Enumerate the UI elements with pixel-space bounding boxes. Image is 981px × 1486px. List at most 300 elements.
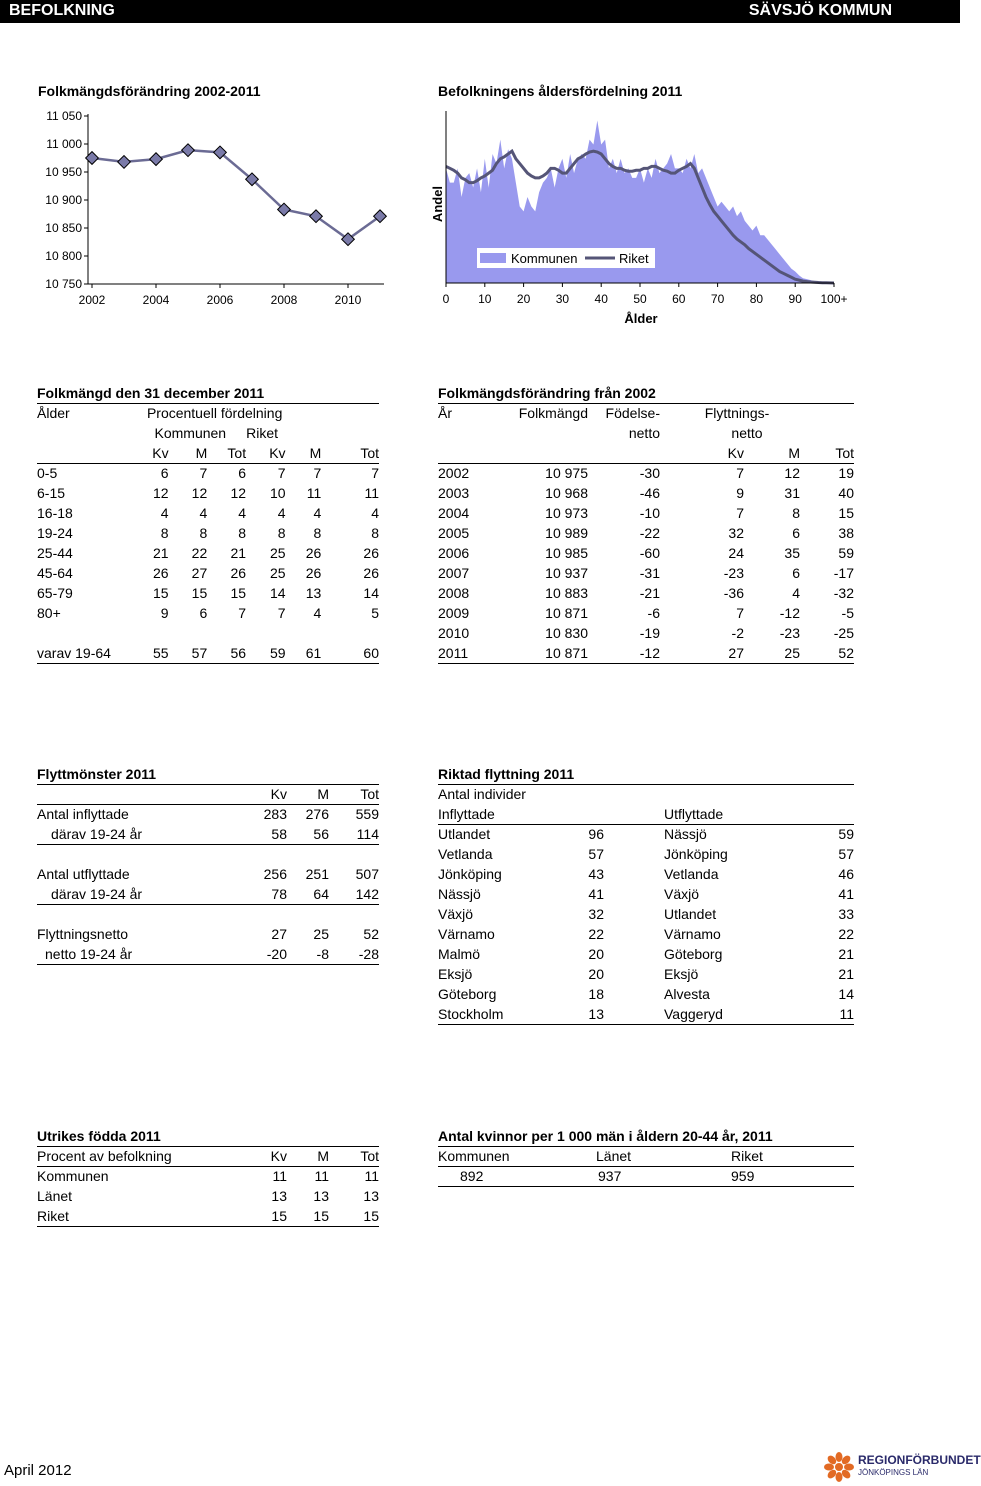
table-cell: 8 — [313, 525, 322, 541]
col-header: M — [287, 784, 329, 804]
table-cell: -6 — [647, 605, 660, 621]
directed-migration-subtitle: Antal individer — [438, 786, 526, 803]
row-label: 45-64 — [37, 565, 73, 581]
table-cell: 959 — [708, 1166, 854, 1186]
table-cell: 26 — [305, 545, 322, 561]
table-cell: -23 — [779, 625, 800, 641]
table-cell: 13 — [305, 585, 322, 601]
table-cell: 21 — [153, 545, 169, 561]
table-cell: 2003 — [438, 485, 470, 501]
place-out: Växjö — [664, 886, 700, 902]
table-cell: 25 — [744, 643, 800, 663]
table-cell: -22 — [639, 525, 660, 541]
y-tick-label: 10 750 — [45, 277, 82, 291]
table-cell: 892 — [438, 1166, 573, 1186]
line-chart — [30, 106, 390, 316]
table-cell: 56 — [207, 643, 246, 663]
table-cell: 12 — [784, 465, 800, 482]
table-cell: 7 — [313, 465, 322, 482]
table-cell: 10 — [269, 485, 286, 501]
table-cell: 2009 — [438, 605, 470, 621]
table-row — [438, 483, 854, 503]
x-tick-label: 70 — [710, 292, 725, 306]
migration-table — [37, 764, 379, 965]
table-cell: 38 — [838, 525, 854, 541]
table-cell: 8 — [160, 525, 169, 541]
data-point — [182, 144, 195, 157]
x-tick-label: 20 — [516, 292, 531, 306]
table-cell: 15 — [838, 505, 854, 521]
x-tick-label: 2002 — [78, 293, 106, 307]
table-cell: 52 — [800, 643, 854, 663]
y-tick-label: 11 050 — [46, 109, 82, 123]
table-row — [37, 523, 379, 543]
x-tick-label: 2008 — [270, 293, 298, 307]
place-in: Värnamo — [438, 926, 495, 942]
table-cell: 15 — [230, 585, 247, 601]
table-row — [438, 543, 854, 563]
col-header: M — [286, 443, 322, 463]
table-cell: 10 975 — [545, 465, 588, 482]
table-cell: 22 — [838, 926, 854, 942]
table-cell: 2007 — [438, 565, 470, 581]
place-out: Göteborg — [664, 946, 723, 962]
table-cell: -60 — [639, 545, 660, 561]
table-cell: 10 985 — [545, 545, 588, 561]
table-cell: 283 — [263, 806, 287, 823]
table-cell: 256 — [263, 866, 287, 882]
col-header: Länet — [573, 1146, 708, 1166]
col-header: Tot — [321, 443, 379, 463]
place-in: Eksjö — [438, 966, 473, 982]
spacer-cell — [604, 924, 664, 944]
table-row — [37, 1206, 379, 1226]
col-header: Kv — [246, 443, 285, 463]
table-cell: 32 — [728, 525, 744, 541]
y-tick-label: 10 950 — [45, 165, 82, 179]
table-cell: 59 — [838, 545, 854, 561]
row-label: 0-5 — [37, 465, 58, 482]
table-cell: 2004 — [438, 505, 470, 521]
header-section: BEFOLKNING — [9, 2, 115, 19]
y-tick-label: 10 800 — [45, 249, 82, 263]
table-row — [438, 503, 854, 523]
table-cell: 114 — [329, 824, 379, 844]
spacer-cell — [604, 964, 664, 984]
table-cell: 41 — [838, 886, 854, 902]
col-header: Tot — [329, 784, 379, 804]
col-flyttnings: Flyttnings- — [704, 405, 770, 422]
table-cell: 10 871 — [545, 605, 588, 621]
place-out: Vetlanda — [664, 866, 719, 882]
table-cell: 6 — [238, 465, 247, 482]
table-cell: -17 — [833, 565, 854, 581]
table-cell: 15 — [329, 1206, 379, 1226]
table-cell: 7 — [736, 465, 744, 482]
women-ratio-table — [438, 1126, 854, 1187]
footer-date: April 2012 — [4, 1462, 72, 1479]
table-cell: -8 — [287, 944, 329, 964]
table-cell: 20 — [588, 946, 604, 962]
table-cell: 59 — [838, 826, 854, 843]
table-cell: -46 — [639, 485, 660, 501]
table-row — [438, 864, 854, 884]
table-cell: -20 — [237, 944, 287, 964]
foreign-born-title: Utrikes födda 2011 — [37, 1126, 379, 1146]
table-cell: 11 — [364, 1168, 379, 1185]
table-cell: 14 — [269, 585, 286, 601]
table-cell: -12 — [779, 605, 800, 621]
table-row — [438, 583, 854, 603]
table-cell: 52 — [363, 926, 379, 942]
place-out: Utlandet — [664, 906, 717, 922]
row-label: 80+ — [37, 605, 61, 621]
varav-label: varav 19-64 — [37, 643, 111, 663]
table-cell: -28 — [329, 944, 379, 964]
spacer-cell — [604, 824, 664, 844]
table-row — [438, 884, 854, 904]
spacer-cell — [604, 944, 664, 964]
logo-subtext: JÖNKÖPINGS LÄN — [858, 1468, 929, 1477]
row-label: 25-44 — [37, 545, 73, 561]
x-tick-label: 40 — [594, 292, 608, 306]
table-cell: 61 — [286, 643, 322, 663]
table-cell: 15 — [237, 1206, 287, 1226]
x-tick-label: 2010 — [334, 293, 362, 307]
table-row — [438, 563, 854, 583]
place-in: Jönköping — [438, 866, 502, 882]
table-cell: 57 — [838, 846, 854, 862]
table-cell: 21 — [838, 966, 854, 982]
table-row — [438, 523, 854, 543]
table-cell: 937 — [573, 1166, 708, 1186]
table-cell: 13 — [538, 1004, 604, 1024]
table-cell: 64 — [287, 884, 329, 904]
x-axis-label: Ålder — [624, 311, 658, 326]
table-row — [438, 603, 854, 623]
x-tick-label: 100+ — [820, 292, 848, 306]
table-cell: 7 — [238, 605, 247, 621]
table-row — [438, 984, 854, 1004]
table-row — [37, 583, 379, 603]
table-cell: 26 — [305, 565, 322, 581]
table-cell: 22 — [588, 926, 604, 942]
table-cell: 27 — [191, 565, 208, 581]
table-cell: 56 — [287, 824, 329, 844]
table-row — [37, 1166, 379, 1186]
table-cell: 11 — [306, 485, 322, 501]
table-row — [37, 503, 379, 523]
table-cell: 6 — [792, 565, 800, 581]
col-header: Tot — [207, 443, 246, 463]
x-tick-label: 30 — [555, 292, 570, 306]
legend-label-kommunen: Kommunen — [511, 251, 578, 266]
x-tick-label: 2004 — [142, 293, 170, 307]
table-cell: 14 — [363, 585, 379, 601]
table-cell: 78 — [237, 884, 287, 904]
population-table-title: Folkmängd den 31 december 2011 — [37, 383, 379, 403]
table-cell: -19 — [639, 625, 660, 641]
table-cell: 2010 — [438, 625, 470, 641]
place-out: Jönköping — [664, 846, 728, 862]
table-cell: 10 968 — [545, 485, 588, 501]
y-tick-label: 11 000 — [46, 137, 82, 151]
row-label: netto 19-24 år — [37, 944, 237, 964]
place-out: Eksjö — [664, 966, 699, 982]
data-point — [118, 156, 131, 169]
place-out: Alvesta — [664, 986, 710, 1002]
table-cell: -5 — [841, 605, 854, 621]
table-cell: 2005 — [438, 525, 470, 541]
directed-migration-table — [438, 764, 854, 1025]
table-row — [438, 844, 854, 864]
table-cell: 21 — [838, 946, 854, 962]
place-in: Utlandet — [438, 826, 491, 843]
x-tick-label: 0 — [442, 292, 450, 306]
table-cell: 10 937 — [545, 565, 588, 581]
y-tick-label: 10 850 — [45, 221, 82, 235]
col-header: Kommunen — [438, 1146, 573, 1166]
table-cell: 11 — [314, 1168, 329, 1185]
col-header: Tot — [329, 1146, 379, 1166]
y-axis-label: Andel — [430, 185, 445, 223]
row-label: 6-15 — [37, 485, 66, 501]
population-table — [37, 383, 379, 664]
table-row — [438, 944, 854, 964]
table-cell: 9 — [160, 605, 169, 621]
col-fodelse-netto: netto — [628, 425, 660, 441]
col-header: Tot — [800, 443, 854, 463]
table-row — [37, 463, 379, 483]
x-tick-label: 90 — [788, 292, 802, 306]
table-row — [37, 483, 379, 503]
spacer-cell — [604, 1004, 664, 1024]
col-utflyttade: Utflyttade — [664, 804, 854, 824]
col-header: Kv — [111, 443, 169, 463]
table-cell: 24 — [728, 545, 744, 561]
place-in: Nässjö — [438, 886, 481, 902]
table-row — [438, 824, 854, 844]
place-in: Vetlanda — [438, 846, 493, 862]
table-cell: 4 — [160, 505, 169, 521]
header-municipality: SÄVSJÖ KOMMUN — [748, 2, 892, 19]
col-fodelse: Födelse- — [605, 405, 660, 422]
table-cell: -32 — [833, 585, 854, 601]
col-header: M — [744, 443, 800, 463]
table-cell: 2011 — [438, 643, 498, 663]
table-cell: 4 — [792, 585, 800, 601]
logo-flower-icon — [822, 1450, 856, 1484]
col-header: M — [169, 443, 208, 463]
col-header: Kv — [237, 1146, 287, 1166]
table-row — [438, 643, 854, 663]
table-cell: -25 — [833, 625, 854, 641]
col-kommunen: Kommunen — [154, 425, 227, 441]
table-cell: -10 — [639, 505, 660, 521]
table-cell: 18 — [588, 986, 604, 1002]
place-in: Växjö — [438, 906, 474, 922]
table-cell: 26 — [363, 565, 379, 581]
table-cell: 5 — [371, 605, 379, 621]
table-cell: 4 — [371, 505, 379, 521]
col-header: Kv — [660, 443, 744, 463]
table-cell: 7 — [371, 465, 379, 482]
table-cell: 58 — [237, 824, 287, 844]
table-cell: 26 — [363, 545, 379, 561]
table-cell: 6 — [792, 525, 800, 541]
table-cell: 6 — [160, 465, 169, 482]
legend-swatch-kommunen — [480, 253, 506, 263]
row-label: Antal inflyttade — [37, 806, 129, 823]
table-cell: 26 — [153, 565, 169, 581]
table-cell: 8 — [792, 505, 800, 521]
logo-text: REGIONFÖRBUNDET — [858, 1453, 981, 1467]
table-cell: 251 — [305, 866, 329, 882]
x-tick-label: 2006 — [206, 293, 234, 307]
table-cell: -31 — [639, 565, 660, 581]
table-cell: 13 — [271, 1188, 287, 1204]
col-riket: Riket — [246, 425, 278, 441]
regionforbundet-logo — [822, 1448, 981, 1484]
table-cell: 507 — [355, 866, 379, 882]
row-label: Riket — [37, 1206, 237, 1226]
table-cell: 8 — [277, 525, 286, 541]
table-cell: 57 — [588, 846, 604, 862]
table-cell: 33 — [838, 906, 854, 922]
table-cell: 11 — [364, 485, 379, 501]
table-cell: 12 — [191, 485, 208, 501]
table-cell: 2008 — [438, 585, 470, 601]
table-cell: 142 — [329, 884, 379, 904]
table-cell: 7 — [736, 505, 744, 521]
table-cell: 12 — [153, 485, 169, 501]
table-cell: 12 — [230, 485, 247, 501]
table-cell: 10 973 — [545, 505, 588, 521]
x-tick-label: 80 — [749, 292, 764, 306]
row-label: 65-79 — [37, 585, 73, 601]
women-ratio-title: Antal kvinnor per 1 000 män i åldern 20-44 år, 2011 — [438, 1126, 854, 1146]
table-cell: 10 871 — [498, 643, 588, 663]
table-cell: 14 — [838, 986, 854, 1002]
table-cell: 46 — [838, 866, 854, 882]
table-cell: 9 — [736, 485, 744, 501]
table-cell: 13 — [313, 1188, 329, 1204]
table-cell: 15 — [191, 585, 208, 601]
table-cell: 55 — [111, 643, 169, 663]
line-chart-title: Folkmängdsförändring 2002-2011 — [38, 83, 261, 99]
table-cell: 35 — [784, 545, 800, 561]
row-label: 19-24 — [37, 525, 73, 541]
table-cell: 559 — [355, 806, 379, 823]
series-line — [92, 150, 380, 239]
table-cell: -23 — [723, 565, 744, 581]
table-cell: 40 — [838, 485, 854, 501]
directed-migration-title: Riktad flyttning 2011 — [438, 764, 854, 784]
row-label: därav 19-24 år — [37, 884, 237, 904]
table-cell: 6 — [199, 605, 208, 621]
table-cell: 60 — [321, 643, 379, 663]
spacer-cell — [604, 864, 664, 884]
table-cell: 4 — [277, 505, 286, 521]
col-header: Riket — [708, 1146, 854, 1166]
spacer-cell — [604, 844, 664, 864]
row-label: 16-18 — [37, 505, 73, 521]
table-cell: 11 — [784, 1004, 854, 1024]
y-tick-label: 10 900 — [45, 193, 82, 207]
table-row — [438, 1004, 854, 1024]
table-cell: 10 883 — [545, 585, 588, 601]
table-cell: 7 — [199, 465, 208, 482]
table-cell: 7 — [277, 465, 286, 482]
col-folkmangd: Folkmängd — [518, 405, 588, 422]
table-cell: 22 — [191, 545, 208, 561]
spacer-cell — [604, 884, 664, 904]
place-in: Stockholm — [438, 1004, 538, 1024]
table-cell: -12 — [588, 643, 660, 663]
col-procent: Procent av befolkning — [37, 1146, 237, 1166]
table-cell: 19 — [838, 465, 854, 482]
col-flyttnings-netto: netto — [731, 425, 763, 441]
col-ar: År — [438, 405, 452, 422]
table-cell: 2002 — [438, 465, 470, 482]
table-row — [37, 563, 379, 583]
row-label: Antal utflyttade — [37, 866, 130, 882]
table-cell: 27 — [271, 926, 287, 942]
table-row — [438, 623, 854, 643]
table-row — [438, 924, 854, 944]
col-procentuell: Procentuell fördelning — [146, 405, 283, 422]
col-inflyttade: Inflyttade — [438, 804, 664, 824]
migration-table-title: Flyttmönster 2011 — [37, 764, 379, 784]
table-cell: 4 — [313, 505, 322, 521]
row-label: Länet — [37, 1188, 73, 1204]
change-table — [438, 383, 854, 664]
area-chart-title: Befolkningens åldersfördelning 2011 — [438, 83, 683, 99]
table-cell: 25 — [313, 926, 329, 942]
page-header — [0, 0, 960, 23]
table-cell: 7 — [277, 605, 286, 621]
table-row — [438, 463, 854, 483]
table-cell: 11 — [272, 1168, 287, 1185]
table-cell: 25 — [269, 545, 286, 561]
table-cell: 41 — [588, 886, 604, 902]
table-cell: 7 — [736, 605, 744, 621]
row-label: Kommunen — [37, 1168, 109, 1185]
spacer-cell — [604, 984, 664, 1004]
change-table-title: Folkmängdsförändring från 2002 — [438, 383, 854, 403]
table-cell: 21 — [230, 545, 247, 561]
table-cell: 59 — [246, 643, 285, 663]
table-cell: 8 — [199, 525, 208, 541]
row-label: Flyttningsnetto — [37, 926, 129, 942]
table-cell: 4 — [238, 505, 247, 521]
table-row — [37, 543, 379, 563]
data-point — [150, 153, 163, 166]
table-row — [37, 603, 379, 623]
place-in: Göteborg — [438, 986, 497, 1002]
table-cell: -36 — [723, 585, 744, 601]
col-alder: Ålder — [37, 405, 70, 422]
table-cell: 32 — [588, 906, 604, 922]
table-cell: 8 — [238, 525, 247, 541]
table-cell: 26 — [230, 565, 247, 581]
place-out: Värnamo — [664, 926, 721, 942]
col-header: Kv — [237, 784, 287, 804]
table-cell: -2 — [731, 625, 744, 641]
table-cell: 31 — [784, 485, 800, 501]
table-cell: 57 — [169, 643, 208, 663]
table-cell: 96 — [588, 826, 604, 843]
